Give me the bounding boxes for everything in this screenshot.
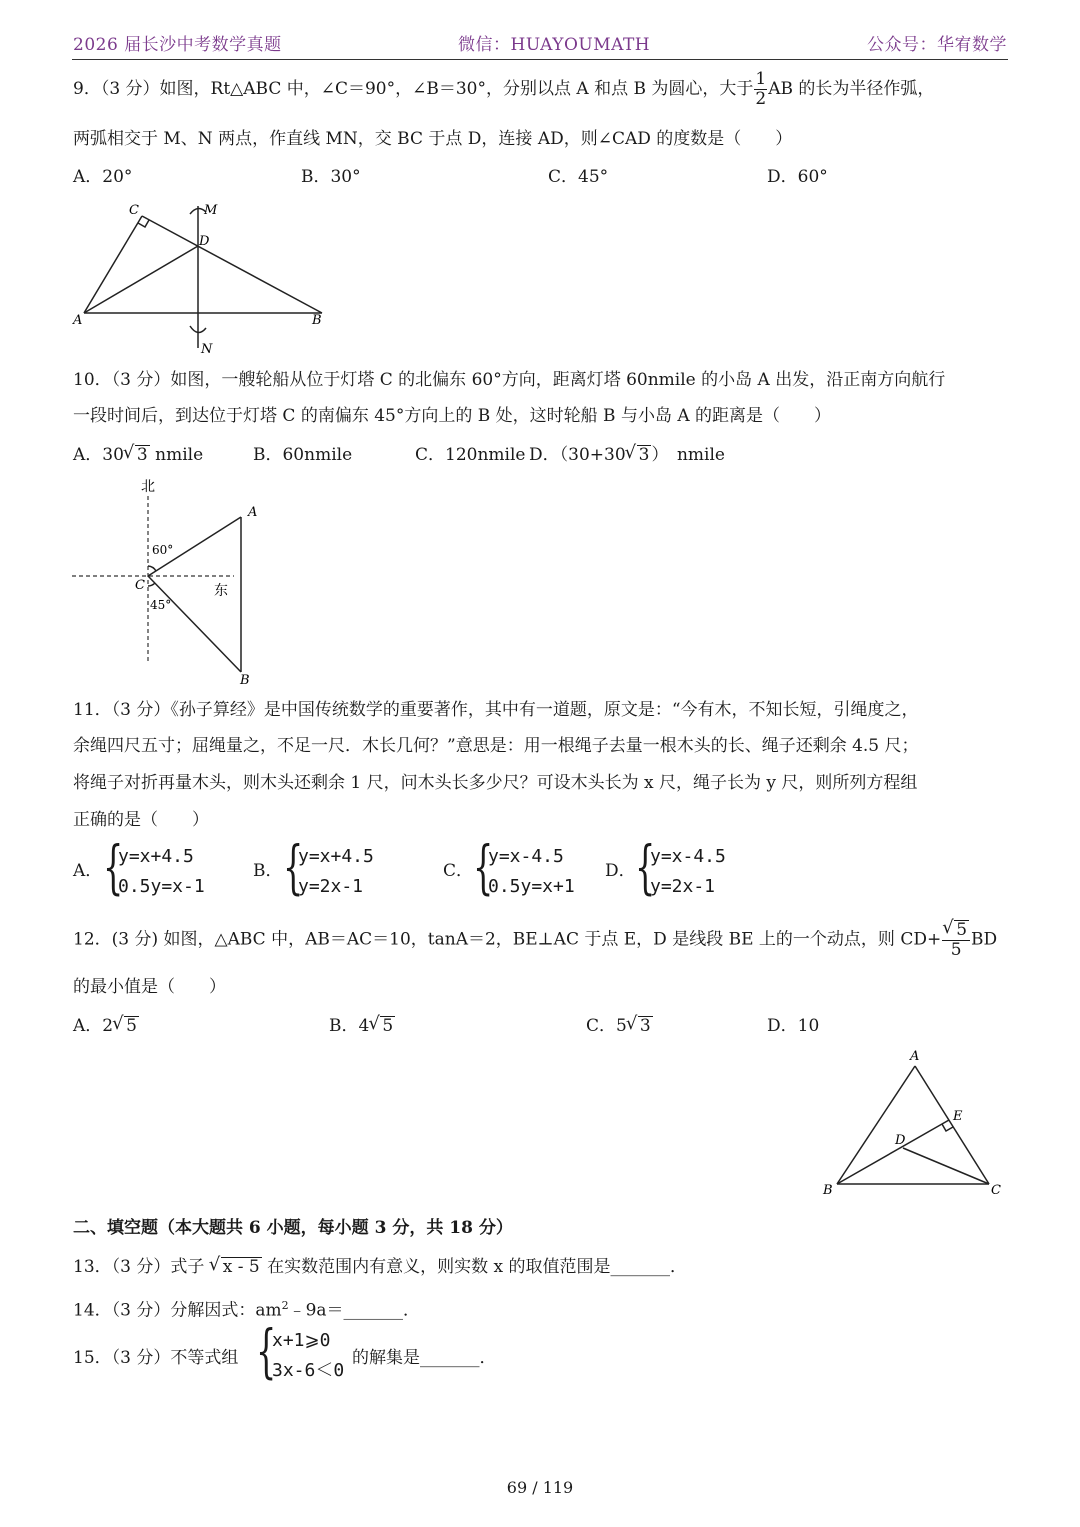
q12-figure [815,1044,1015,1200]
header-center: 微信：HUAYOUMATH [458,35,651,55]
q12-option-d: D．10 [767,1016,820,1036]
q9-option-a: A．20° [73,167,133,187]
q9-option-d: D．60° [767,167,828,187]
q10-option-d: D．（30+30√ 3 ） nmile [529,444,725,466]
q10-label-60: 60° [152,543,174,557]
q11-option-d-brace: { [635,833,656,901]
section-title: 二、填空题（本大题共 6 小题，每小题 3 分，共 18 分） [73,1218,513,1238]
q10-label-45: 45° [150,598,172,612]
q12-fraction: √ $\frac{5}{5}$ [942,920,970,960]
q10-line2: 一段时间后，到达位于灯塔 C 的南偏东 45°方向上的 B 处，这时轮船 B 与小岛 A 的距离是（ ） [73,406,832,426]
q9-figure [66,198,336,358]
q15-brace: { [256,1317,277,1385]
q11-line2: 余绳四尺五寸；屈绳量之，不足一尺．木长几何？”意思是：用一根绳子去量一根木头的长、绳子还剩余 4.5 尺； [73,736,919,756]
header-right: 公众号：华宥数学 [867,35,1007,55]
q12-label-d: D [895,1133,906,1148]
q11-line1: 11．（3 分）《孙子算经》是中国传统数学的重要著作，其中有一道题，原文是：“今有木，不知长短，引绳度之， [73,700,919,720]
q10-label-c: C [135,578,145,593]
q11-option-d-system: y=x-4.5 y=2x-1 [650,846,726,897]
q12-line1: 12．(3 分) 如图，△ABC 中，AB＝AC＝10，tanA＝2，BE⊥AC 于点 E，D 是线段 BE 上的一个动点，则 CD+ √ $\frac{5}{5}$ BD [73,920,997,960]
q11-option-c-system: y=x-4.5 0.5y=x+1 [488,846,575,897]
q9-line1 [73,70,934,109]
q11-option-b-system: y=x+4.5 y=2x-1 [298,846,374,897]
q15-post: 的解集是_______． [352,1348,497,1368]
q9-text-b: AB 的长为半径作弧， [768,79,935,99]
q12-option-c: C．5√ 3 [586,1015,653,1037]
q10-label-a: A [248,505,258,520]
q11-option-b-brace: { [283,833,304,901]
q12-label-a: A [910,1049,920,1064]
q14: 14．（3 分）分解因式：$am^2﹣9a=\_\_\_\_\_\_\_$． [73,1299,421,1321]
q15-pre: 15．（3 分）不等式组 [73,1348,239,1368]
q11-option-b-label: B． [253,861,283,881]
q9-label-c: C [129,203,139,218]
q9-label-b: B [312,313,322,328]
header-left: 2026 届长沙中考数学真题 [73,35,282,55]
q11-option-c-label: C． [443,861,474,881]
header-rule [72,59,1008,60]
q15-system: x+1⩾0 3x-6＜0 [272,1330,345,1381]
q9-fraction: $\frac{1}{2}$ [755,69,767,109]
q12-label-e: E [953,1109,963,1124]
q9-label-m: M [204,203,218,218]
q11-option-c-brace: { [473,833,494,901]
q9-line2: 两弧相交于 M、N 两点，作直线 MN，交 BC 于点 D，连接 AD，则∠CAD 的度数是（ ） [73,129,793,149]
q11-option-a-brace: { [103,833,124,901]
q10-option-a: A．30√ 3 nmile [73,444,203,466]
q12-line2: 的最小值是（ ） [73,977,226,997]
q12-label-c: C [991,1183,1001,1198]
q10-figure [66,474,276,689]
q12-option-a: A．2√ 5 [73,1015,139,1037]
q9-option-c: C．45° [548,167,609,187]
page-number: 69 / 119 [506,1478,574,1497]
q11-option-a-label: A． [73,861,103,881]
q9-label-d: D [199,234,210,249]
q11-option-a-system: y=x+4.5 0.5y=x-1 [118,846,205,897]
q9-text-a: 9．（3 分）如图，Rt△ABC 中，∠C＝90°，∠B＝30°，分别以点 A 和点 B 为圆心，大于 [73,79,754,99]
q10-option-b: B．60nmile [253,445,353,465]
q12-option-b: B．4√ 5 [329,1015,395,1037]
q11-option-d-label: D． [605,861,636,881]
q9-label-n: N [201,342,213,357]
q10-label-north: 北 [141,479,155,495]
q10-line1: 10．（3 分）如图，一艘轮船从位于灯塔 C 的北偏东 60°方向，距离灯塔 60nmile 的小岛 A 出发，沿正南方向航行 [73,370,946,390]
q11-line3: 将绳子对折再量木头，则木头还剩余 1 尺，问木头长多少尺？可设木头长为 x 尺，绳子长为 y 尺，则所列方程组 [73,773,918,793]
q9-option-b: B．30° [301,167,361,187]
q10-option-c: C．120nmile [415,445,526,465]
q11-line4: 正确的是（ ） [73,810,209,830]
q10-label-east: 东 [214,583,228,599]
q13: 13．（3 分）式子 √ x - 5 在实数范围内有意义，则实数 x 的取值范围是_______． [73,1256,687,1278]
q10-label-b: B [240,673,250,688]
q12-label-b: B [823,1183,833,1198]
q9-label-a: A [73,313,83,328]
